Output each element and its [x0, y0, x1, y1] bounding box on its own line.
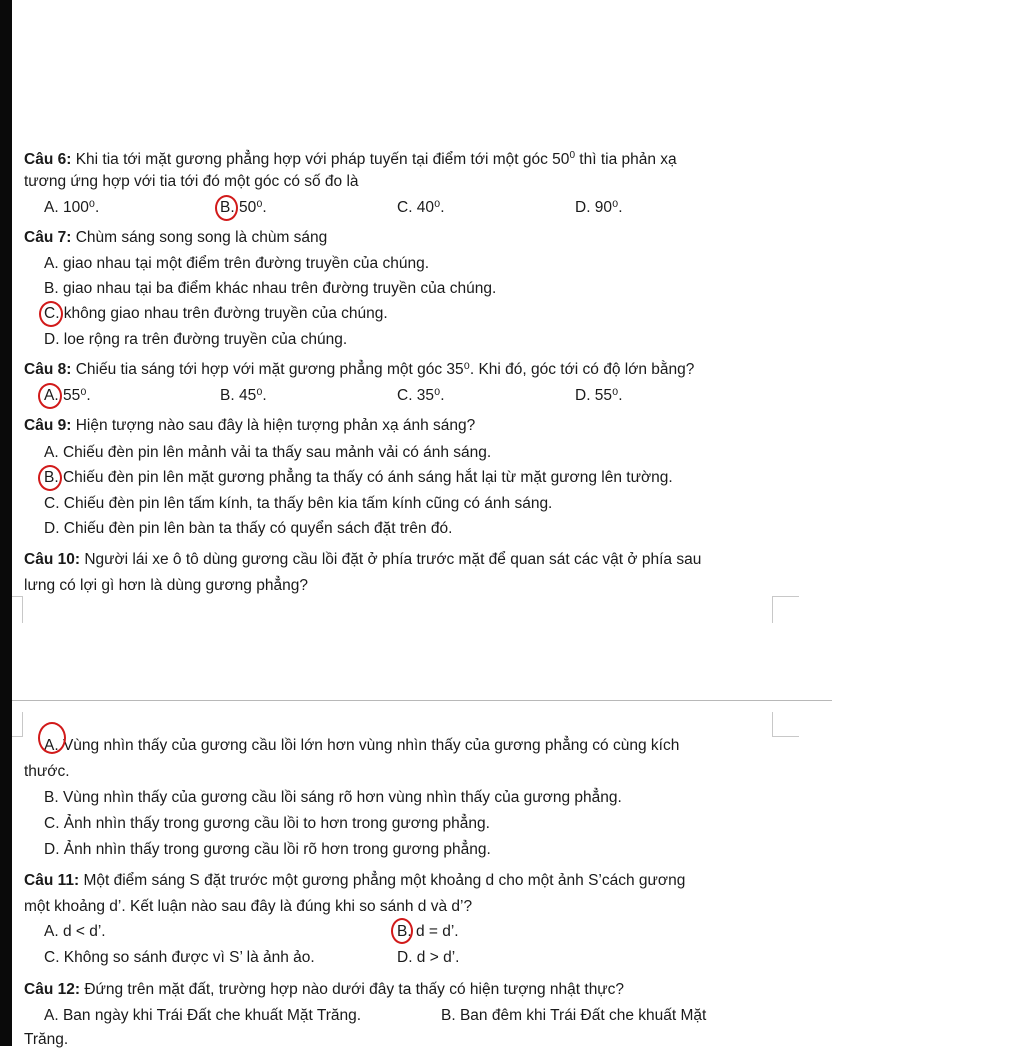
question-label: Câu 6: [24, 151, 72, 169]
question-11 [24, 871, 685, 891]
q12-option-b[interactable]: B. Ban đêm khi Trái Đất che khuất Mặt [441, 1007, 707, 1024]
question-label: Câu 12: [24, 981, 80, 998]
question-text-cont: thì tia phản xạ [575, 151, 677, 169]
q11-option-c[interactable]: C. Không so sánh được vì S’ là ảnh ảo. [44, 949, 315, 966]
q8-option-c[interactable]: C. 35⁰. [397, 387, 445, 404]
q9-option-c[interactable]: C. Chiếu đèn pin lên tấm kính, ta thấy bên kia tấm kính cũng có ánh sáng. [44, 495, 553, 512]
question-6-line2: tương ứng hợp với tia tới đó một góc có số đo là [24, 173, 359, 190]
degree-sup: 0 [569, 150, 575, 161]
q6-option-c[interactable]: C. 40⁰. [397, 199, 445, 216]
q7-option-c[interactable]: C. không giao nhau trên đường truyền của chúng. [44, 305, 388, 322]
question-text: Người lái xe ô tô dùng gương cầu lồi đặt ở phía trước mặt để quan sát các vật ở phía sau [84, 551, 702, 568]
question-10-line2: lưng có lợi gì hơn là dùng gương phẳng? [24, 577, 308, 594]
question-label: Câu 7: [24, 229, 72, 246]
page-corner-mark [12, 712, 23, 737]
q6-option-d[interactable]: D. 90⁰. [575, 199, 623, 216]
q10-option-c[interactable]: C. Ảnh nhìn thấy trong gương cầu lồi to hơn trong gương phẳng. [44, 815, 490, 832]
q7-option-a[interactable]: A. giao nhau tại một điểm trên đường truyền của chúng. [44, 255, 430, 272]
q11-option-b[interactable]: B. d = d’. [397, 923, 459, 940]
q7-option-b[interactable]: B. giao nhau tại ba điểm khác nhau trên đường truyền của chúng. [44, 280, 497, 297]
q6-option-a[interactable]: A. 100⁰. [44, 199, 100, 216]
q10-option-b[interactable]: B. Vùng nhìn thấy của gương cầu lồi sáng rõ hơn vùng nhìn thấy của gương phẳng. [44, 789, 622, 806]
question-12 [24, 980, 624, 1000]
q9-option-a[interactable]: A. Chiếu đèn pin lên mảnh vải ta thấy sau mảnh vải có ánh sáng. [44, 444, 492, 461]
q10-option-a-cont: thước. [24, 763, 70, 780]
q9-option-b[interactable]: B. Chiếu đèn pin lên mặt gương phẳng ta thấy có ánh sáng hắt lại từ mặt gương lên tường. [44, 469, 673, 486]
question-text: Chùm sáng song song là chùm sáng [75, 229, 328, 246]
q7-option-d[interactable]: D. loe rộng ra trên đường truyền của chúng. [44, 331, 348, 348]
q10-option-d[interactable]: D. Ảnh nhìn thấy trong gương cầu lồi rõ hơn trong gương phẳng. [44, 841, 491, 858]
q11-option-d[interactable]: D. d > d’. [397, 949, 460, 966]
left-black-bar [0, 0, 12, 1046]
question-text: Khi tia tới mặt gương phẳng hợp với pháp tuyến tại điểm tới một góc 50 [75, 151, 570, 169]
exam-page-2 [24, 0, 824, 1046]
q6-option-b[interactable]: B. 50⁰. [220, 199, 267, 216]
q8-option-a[interactable]: A. 55⁰. [44, 387, 91, 404]
q9-option-d[interactable]: D. Chiếu đèn pin lên bàn ta thấy có quyển sách đặt trên đó. [44, 520, 453, 537]
q8-option-b[interactable]: B. 45⁰. [220, 387, 267, 404]
q8-option-d[interactable]: D. 55⁰. [575, 387, 623, 404]
question-label: Câu 9: [24, 417, 72, 434]
question-label: Câu 8: [24, 361, 72, 378]
question-text: Đứng trên mặt đất, trường hợp nào dưới đây ta thấy có hiện tượng nhật thực? [84, 981, 625, 998]
page-corner-mark [12, 596, 23, 623]
question-text: Chiếu tia sáng tới hợp với mặt gương phẳng một góc 35⁰. Khi đó, góc tới có độ lớn bằng? [75, 361, 695, 378]
q11-option-a[interactable]: A. d < d’. [44, 923, 106, 940]
question-label: Câu 11: [24, 872, 80, 889]
question-11-line2: một khoảng d’. Kết luận nào sau đây là đúng khi so sánh d và d’? [24, 898, 473, 915]
question-text: Một điểm sáng S đặt trước một gương phẳng một khoảng d cho một ảnh S’cách gương [83, 872, 686, 889]
question-text: Hiện tượng nào sau đây là hiện tượng phản xạ ánh sáng? [75, 417, 476, 434]
q12-option-b-cont: Trăng. [24, 1031, 69, 1048]
q12-option-a[interactable]: A. Ban ngày khi Trái Đất che khuất Mặt Trăng. [44, 1007, 362, 1024]
q10-option-a[interactable]: A. Vùng nhìn thấy của gương cầu lồi lớn hơn vùng nhìn thấy của gương phẳng có cùng kích [44, 737, 680, 754]
question-label: Câu 10: [24, 551, 80, 568]
